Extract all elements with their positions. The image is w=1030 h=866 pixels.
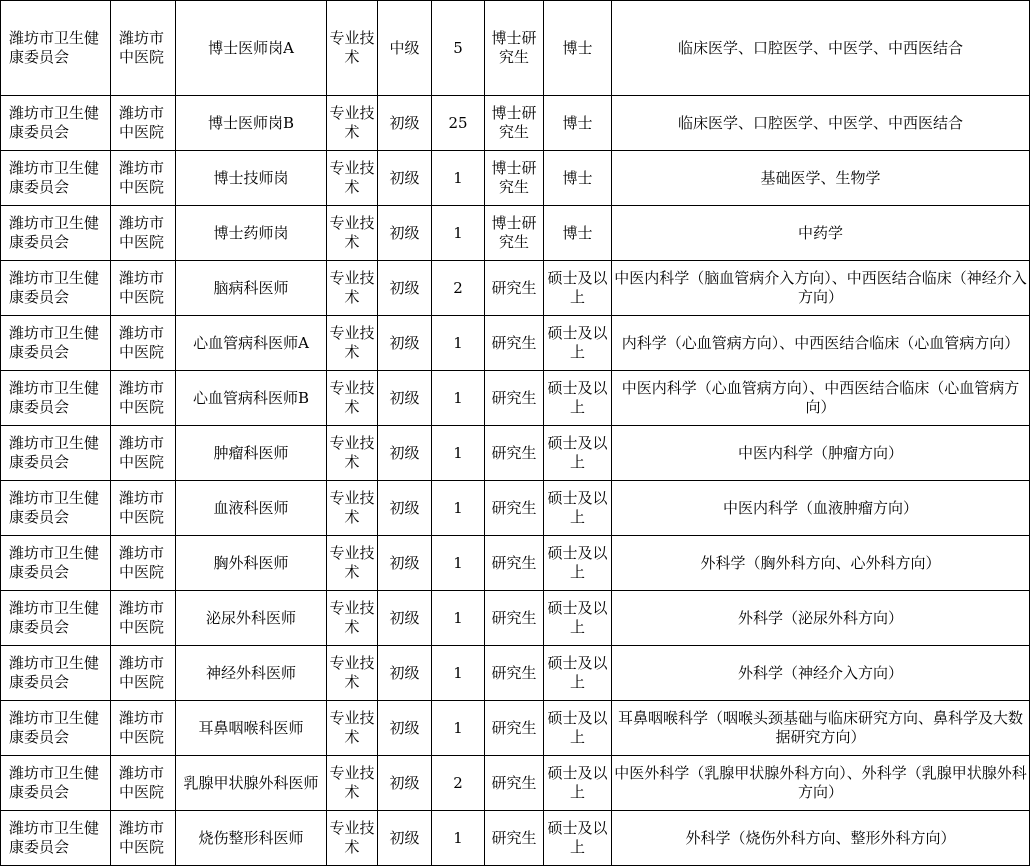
cell-unit: 潍坊市卫生健康委员会 (1, 426, 111, 481)
cell-category: 专业技术 (327, 591, 378, 646)
cell-level: 中级 (378, 1, 432, 96)
cell-education: 研究生 (485, 261, 544, 316)
cell-education: 研究生 (485, 811, 544, 866)
table-row (1, 811, 1030, 866)
cell-unit: 潍坊市卫生健康委员会 (1, 1, 111, 96)
cell-count: 2 (432, 756, 485, 811)
cell-category: 专业技术 (327, 261, 378, 316)
cell-unit: 潍坊市卫生健康委员会 (1, 371, 111, 426)
table-row (1, 1, 1030, 96)
cell-count: 1 (432, 481, 485, 536)
cell-category: 专业技术 (327, 646, 378, 701)
cell-major: 中医内科学（心血管病方向）、中西医结合临床（心血管病方向） (612, 371, 1030, 426)
table-row (1, 481, 1030, 536)
cell-education: 研究生 (485, 316, 544, 371)
cell-major: 中药学 (612, 206, 1030, 261)
cell-post: 耳鼻咽喉科医师 (176, 701, 327, 756)
cell-post: 肿瘤科医师 (176, 426, 327, 481)
table-body (1, 1, 1030, 866)
cell-post: 胸外科医师 (176, 536, 327, 591)
cell-education: 研究生 (485, 701, 544, 756)
cell-education: 博士研究生 (485, 151, 544, 206)
cell-category: 专业技术 (327, 206, 378, 261)
cell-post: 烧伤整形科医师 (176, 811, 327, 866)
cell-hospital: 潍坊市中医院 (111, 701, 176, 756)
cell-count: 1 (432, 426, 485, 481)
cell-count: 1 (432, 316, 485, 371)
cell-major: 基础医学、生物学 (612, 151, 1030, 206)
cell-count: 1 (432, 371, 485, 426)
cell-level: 初级 (378, 261, 432, 316)
cell-unit: 潍坊市卫生健康委员会 (1, 591, 111, 646)
cell-unit: 潍坊市卫生健康委员会 (1, 481, 111, 536)
table-row (1, 206, 1030, 261)
cell-hospital: 潍坊市中医院 (111, 481, 176, 536)
cell-level: 初级 (378, 591, 432, 646)
cell-category: 专业技术 (327, 151, 378, 206)
cell-major: 临床医学、口腔医学、中医学、中西医结合 (612, 1, 1030, 96)
cell-education: 研究生 (485, 481, 544, 536)
cell-degree: 硕士及以上 (544, 481, 612, 536)
cell-major: 临床医学、口腔医学、中医学、中西医结合 (612, 96, 1030, 151)
cell-education: 研究生 (485, 591, 544, 646)
table-row (1, 701, 1030, 756)
cell-category: 专业技术 (327, 536, 378, 591)
cell-degree: 硕士及以上 (544, 811, 612, 866)
cell-category: 专业技术 (327, 481, 378, 536)
cell-degree: 博士 (544, 206, 612, 261)
cell-degree: 硕士及以上 (544, 536, 612, 591)
cell-hospital: 潍坊市中医院 (111, 371, 176, 426)
cell-degree: 硕士及以上 (544, 371, 612, 426)
cell-unit: 潍坊市卫生健康委员会 (1, 316, 111, 371)
cell-count: 1 (432, 811, 485, 866)
table-row (1, 536, 1030, 591)
cell-hospital: 潍坊市中医院 (111, 811, 176, 866)
cell-category: 专业技术 (327, 811, 378, 866)
cell-hospital: 潍坊市中医院 (111, 206, 176, 261)
cell-category: 专业技术 (327, 701, 378, 756)
cell-unit: 潍坊市卫生健康委员会 (1, 206, 111, 261)
cell-post: 博士药师岗 (176, 206, 327, 261)
cell-unit: 潍坊市卫生健康委员会 (1, 151, 111, 206)
cell-count: 5 (432, 1, 485, 96)
cell-level: 初级 (378, 481, 432, 536)
cell-unit: 潍坊市卫生健康委员会 (1, 701, 111, 756)
cell-post: 乳腺甲状腺外科医师 (176, 756, 327, 811)
cell-major: 外科学（泌尿外科方向） (612, 591, 1030, 646)
cell-post: 神经外科医师 (176, 646, 327, 701)
cell-count: 1 (432, 536, 485, 591)
cell-unit: 潍坊市卫生健康委员会 (1, 811, 111, 866)
cell-hospital: 潍坊市中医院 (111, 756, 176, 811)
cell-major: 耳鼻咽喉科学（咽喉头颈基础与临床研究方向、鼻科学及大数据研究方向） (612, 701, 1030, 756)
cell-unit: 潍坊市卫生健康委员会 (1, 646, 111, 701)
cell-education: 研究生 (485, 426, 544, 481)
cell-level: 初级 (378, 151, 432, 206)
table-row (1, 426, 1030, 481)
cell-level: 初级 (378, 316, 432, 371)
cell-major: 外科学（神经介入方向） (612, 646, 1030, 701)
cell-category: 专业技术 (327, 756, 378, 811)
cell-post: 博士技师岗 (176, 151, 327, 206)
table-row (1, 261, 1030, 316)
cell-education: 研究生 (485, 756, 544, 811)
cell-level: 初级 (378, 536, 432, 591)
cell-hospital: 潍坊市中医院 (111, 316, 176, 371)
cell-level: 初级 (378, 811, 432, 866)
cell-degree: 硕士及以上 (544, 756, 612, 811)
cell-count: 1 (432, 701, 485, 756)
cell-major: 内科学（心血管病方向）、中西医结合临床（心血管病方向） (612, 316, 1030, 371)
cell-count: 1 (432, 646, 485, 701)
cell-degree: 硕士及以上 (544, 646, 612, 701)
cell-post: 博士医师岗B (176, 96, 327, 151)
cell-unit: 潍坊市卫生健康委员会 (1, 96, 111, 151)
cell-post: 博士医师岗A (176, 1, 327, 96)
cell-hospital: 潍坊市中医院 (111, 151, 176, 206)
cell-unit: 潍坊市卫生健康委员会 (1, 536, 111, 591)
cell-degree: 硕士及以上 (544, 316, 612, 371)
cell-level: 初级 (378, 206, 432, 261)
cell-hospital: 潍坊市中医院 (111, 96, 176, 151)
cell-degree: 博士 (544, 151, 612, 206)
cell-hospital: 潍坊市中医院 (111, 426, 176, 481)
cell-count: 25 (432, 96, 485, 151)
cell-major: 中医内科学（脑血管病介入方向）、中西医结合临床（神经介入方向） (612, 261, 1030, 316)
cell-education: 研究生 (485, 371, 544, 426)
cell-degree: 硕士及以上 (544, 261, 612, 316)
cell-education: 博士研究生 (485, 1, 544, 96)
cell-count: 2 (432, 261, 485, 316)
cell-degree: 硕士及以上 (544, 426, 612, 481)
cell-major: 中医内科学（肿瘤方向） (612, 426, 1030, 481)
cell-major: 外科学（胸外科方向、心外科方向） (612, 536, 1030, 591)
table-row (1, 316, 1030, 371)
cell-level: 初级 (378, 756, 432, 811)
cell-education: 博士研究生 (485, 96, 544, 151)
cell-education: 研究生 (485, 536, 544, 591)
cell-post: 心血管病科医师B (176, 371, 327, 426)
table-row (1, 151, 1030, 206)
cell-major: 外科学（烧伤外科方向、整形外科方向） (612, 811, 1030, 866)
cell-post: 脑病科医师 (176, 261, 327, 316)
cell-count: 1 (432, 151, 485, 206)
cell-category: 专业技术 (327, 371, 378, 426)
cell-unit: 潍坊市卫生健康委员会 (1, 756, 111, 811)
cell-level: 初级 (378, 426, 432, 481)
cell-hospital: 潍坊市中医院 (111, 1, 176, 96)
cell-level: 初级 (378, 646, 432, 701)
cell-major: 中医外科学（乳腺甲状腺外科方向）、外科学（乳腺甲状腺外科方向） (612, 756, 1030, 811)
cell-education: 研究生 (485, 646, 544, 701)
cell-hospital: 潍坊市中医院 (111, 591, 176, 646)
cell-category: 专业技术 (327, 316, 378, 371)
table-row (1, 591, 1030, 646)
cell-category: 专业技术 (327, 1, 378, 96)
table-row (1, 96, 1030, 151)
cell-education: 博士研究生 (485, 206, 544, 261)
cell-post: 血液科医师 (176, 481, 327, 536)
cell-level: 初级 (378, 96, 432, 151)
cell-count: 1 (432, 591, 485, 646)
table-row (1, 756, 1030, 811)
table-row (1, 646, 1030, 701)
cell-count: 1 (432, 206, 485, 261)
cell-level: 初级 (378, 701, 432, 756)
cell-degree: 博士 (544, 1, 612, 96)
cell-degree: 硕士及以上 (544, 591, 612, 646)
cell-category: 专业技术 (327, 426, 378, 481)
cell-hospital: 潍坊市中医院 (111, 261, 176, 316)
cell-unit: 潍坊市卫生健康委员会 (1, 261, 111, 316)
cell-post: 泌尿外科医师 (176, 591, 327, 646)
cell-level: 初级 (378, 371, 432, 426)
cell-hospital: 潍坊市中医院 (111, 646, 176, 701)
cell-post: 心血管病科医师A (176, 316, 327, 371)
cell-hospital: 潍坊市中医院 (111, 536, 176, 591)
table-row (1, 371, 1030, 426)
cell-degree: 硕士及以上 (544, 701, 612, 756)
cell-degree: 博士 (544, 96, 612, 151)
cell-category: 专业技术 (327, 96, 378, 151)
cell-major: 中医内科学（血液肿瘤方向） (612, 481, 1030, 536)
